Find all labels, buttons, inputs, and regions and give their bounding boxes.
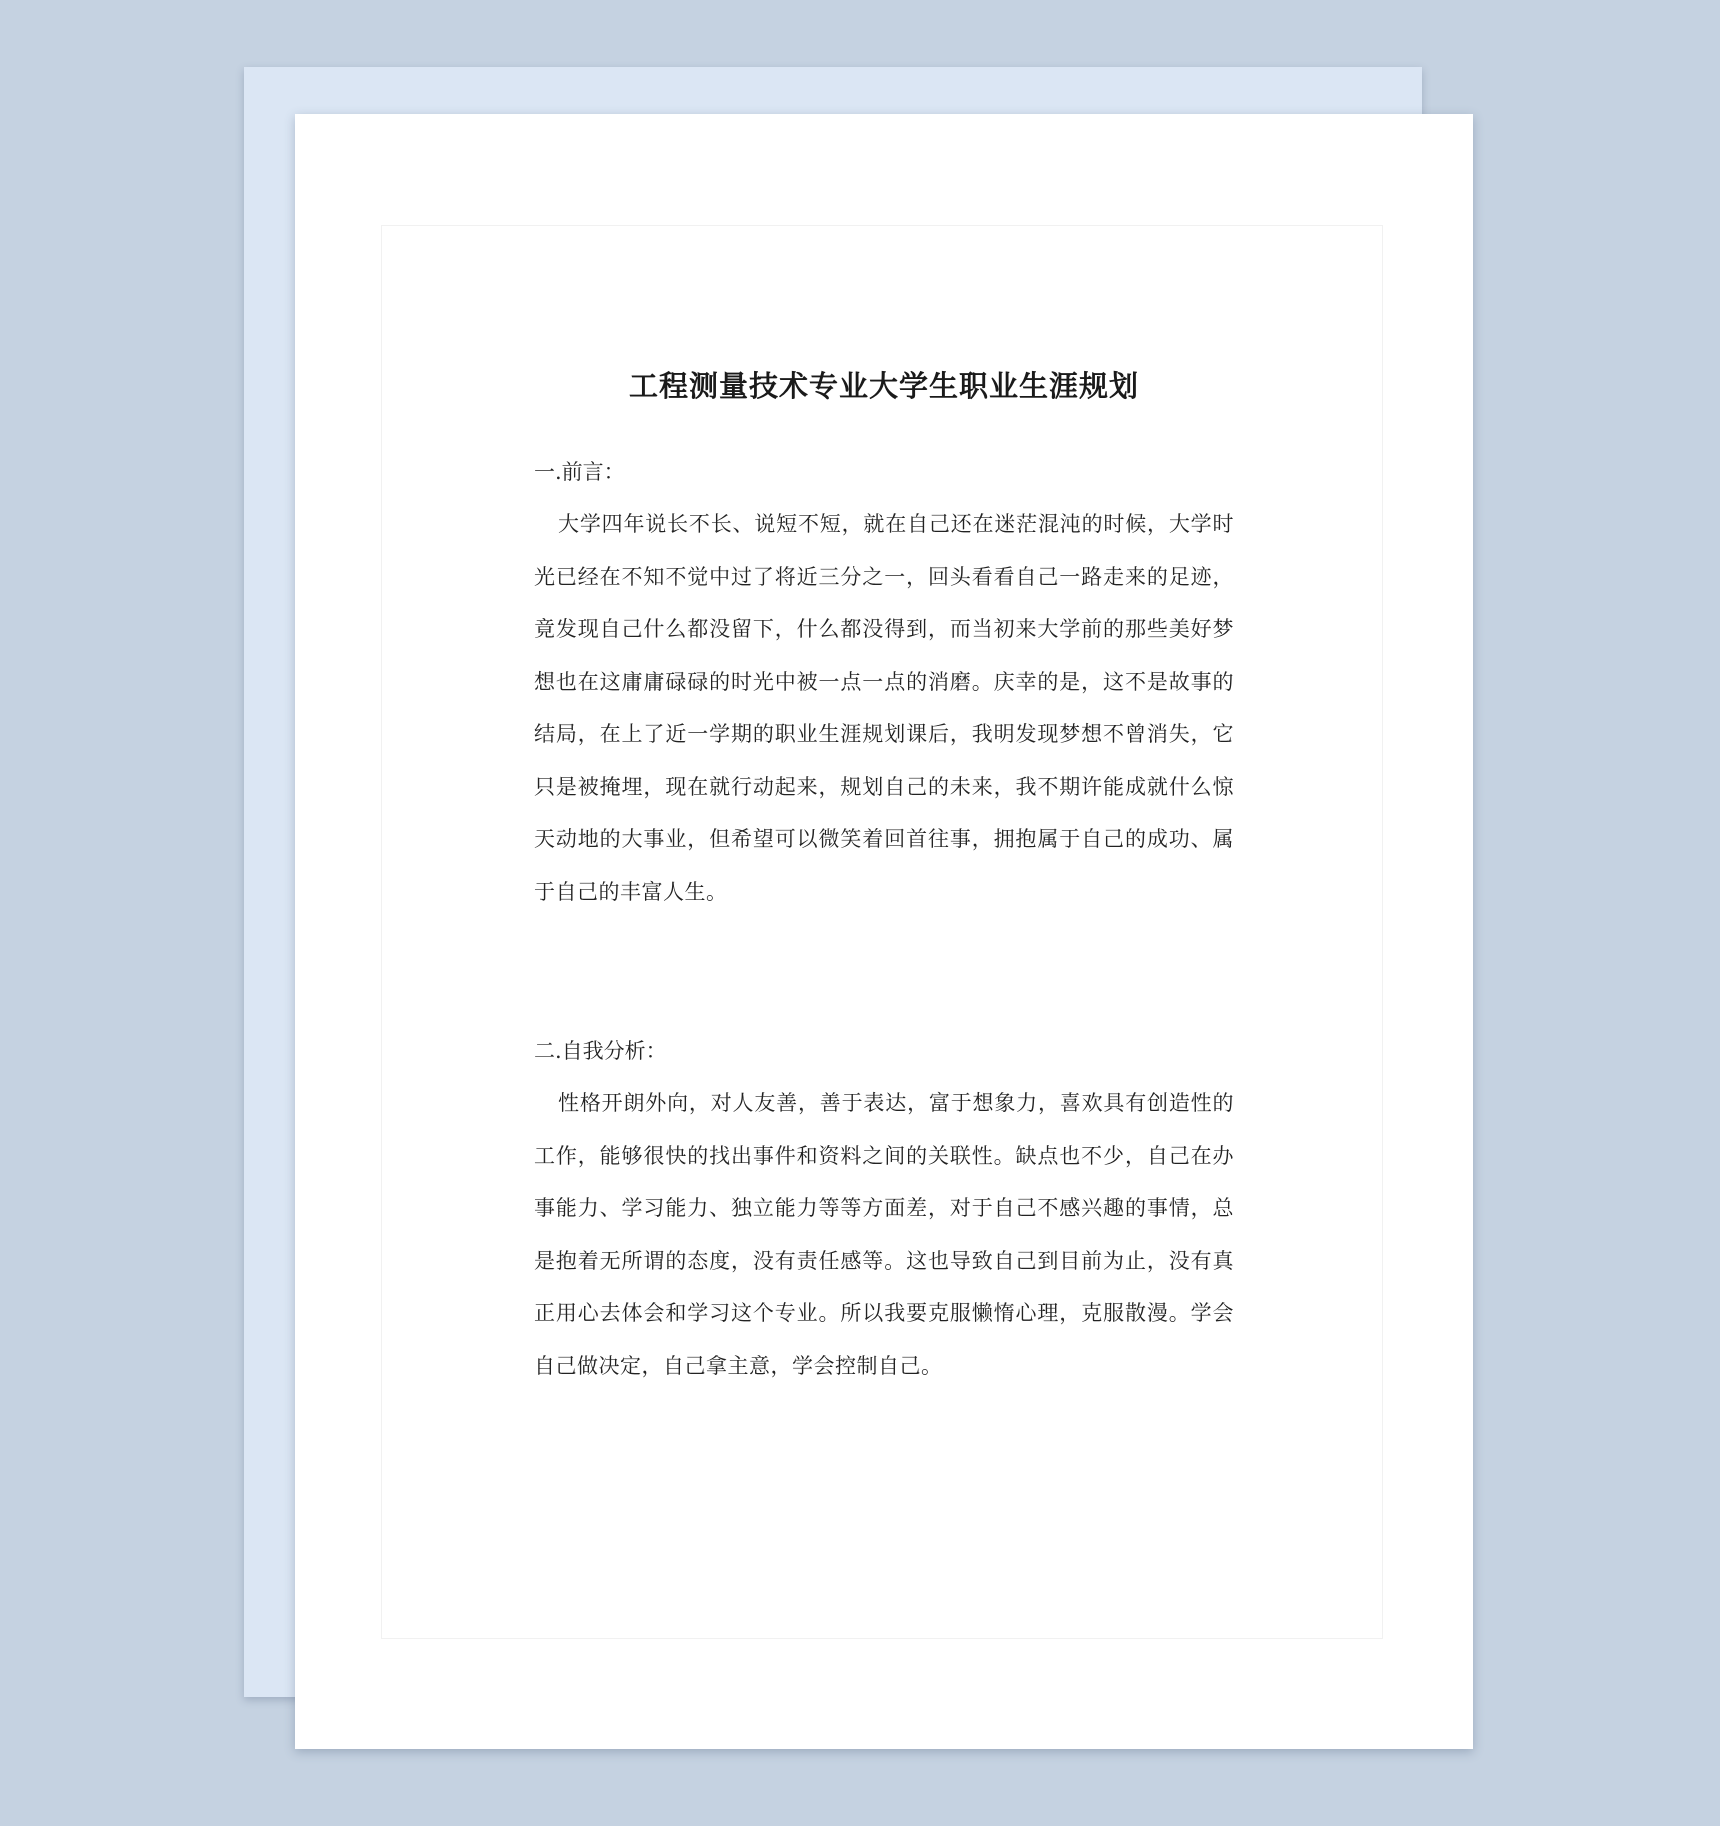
section-spacer bbox=[534, 918, 1234, 1025]
section-self-analysis bbox=[534, 1025, 1234, 1392]
section-foreword bbox=[534, 446, 1234, 918]
section-heading: 二.自我分析： bbox=[534, 1039, 667, 1064]
document-page bbox=[295, 114, 1473, 1749]
section-paragraph: 大学四年说长不长、说短不短，就在自己还在迷茫混沌的时候，大学时光已经在不知不觉中过了将近三分之一，回头看看自己一路走来的足迹，竟发现自己什么都没留下，什么都没得到，而当初来大学前的那些美好梦想也在这庸庸碌碌的时光中被一点一点的消磨。庆幸的是，这不是故事的结局，在上了近一学期的职业生涯规划课后，我明发现梦想不曾消失，它只是被掩埋，现在就行动起来，规划自己的未来，我不期许能成就什么惊天动地的大事业，但希望可以微笑着回首往事，拥抱属于自己的成功、属于自己的丰富人生。 bbox=[534, 512, 1234, 904]
document-title: 工程测量技术专业大学生职业生涯规划 bbox=[628, 369, 1139, 403]
document-content bbox=[534, 368, 1234, 1392]
section-heading: 一.前言： bbox=[534, 460, 625, 485]
section-paragraph: 性格开朗外向，对人友善，善于表达，富于想象力，喜欢具有创造性的工作，能够很快的找出事件和资料之间的关联性。缺点也不少，自己在办事能力、学习能力、独立能力等等方面差，对于自己不感兴趣的事情，总是抱着无所谓的态度，没有责任感等。这也导致自己到目前为止，没有真正用心去体会和学习这个专业。所以我要克服懒惰心理，克服散漫。学会自己做决定，自己拿主意，学会控制自己。 bbox=[534, 1091, 1234, 1378]
